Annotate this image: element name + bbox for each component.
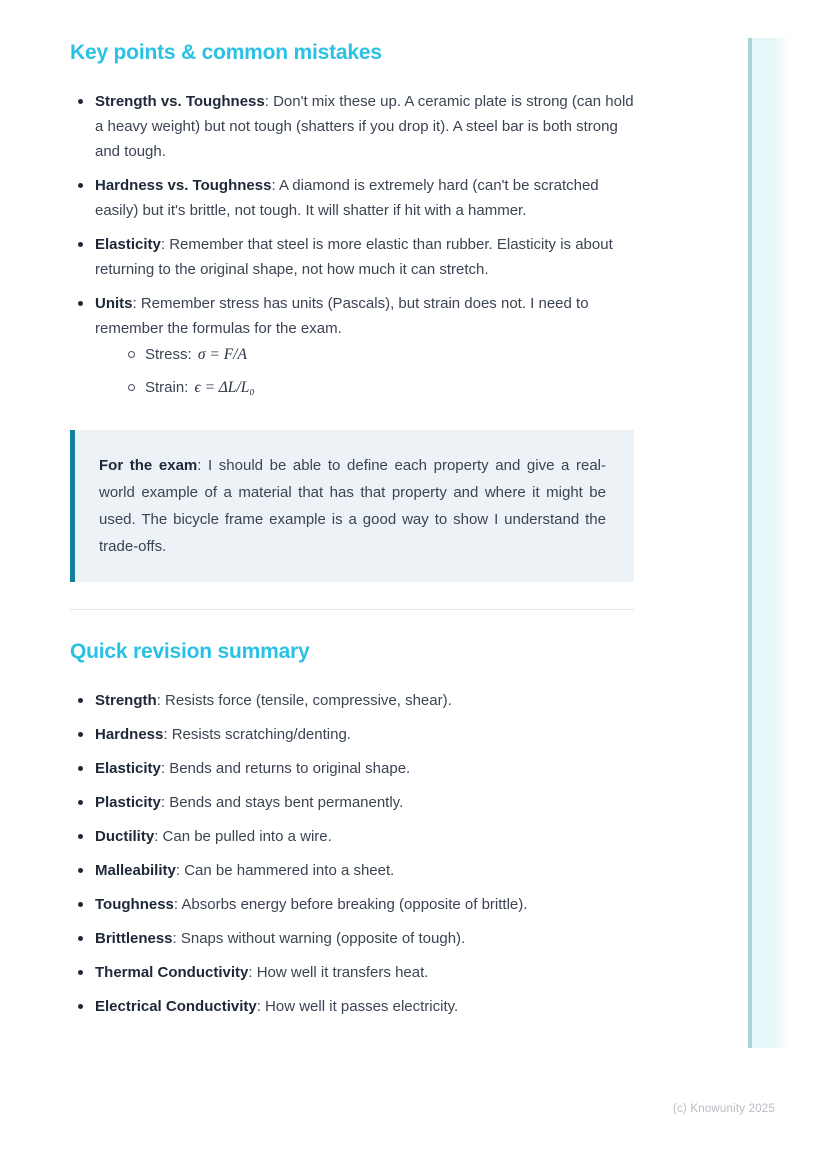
list-item (70, 232, 634, 282)
list-item-term: Thermal Conductivity (95, 964, 249, 981)
list-item (70, 722, 634, 747)
list-item (70, 892, 634, 917)
list-item-term: Hardness vs. Toughness (95, 177, 272, 194)
document-page (70, 40, 634, 1028)
section-key-points (70, 40, 634, 582)
list-item-text: : Bends and stays bent permanently. (160, 794, 404, 811)
list-item-text: : Remember stress has units (Pascals), but strain does not. I need to remember the formulas for the exam. (95, 295, 589, 337)
list-item (70, 173, 634, 223)
bullet-icon (70, 994, 95, 1019)
list-item-term: Units (95, 295, 133, 312)
list-item-term: Strength vs. Toughness (95, 93, 265, 110)
list-item-text: : Resists force (tensile, compressive, shear). (156, 692, 452, 709)
bullet-icon (70, 790, 95, 815)
list-item-text: : How well it transfers heat. (248, 964, 429, 981)
list-item-term: Toughness (95, 896, 174, 913)
list-item (70, 960, 634, 985)
section-divider (70, 609, 634, 610)
formula-item-strain (120, 375, 634, 400)
bullet-icon (70, 892, 95, 917)
list-item-term: Brittleness (95, 930, 173, 947)
section-heading-quick-revision: Quick revision summary (70, 640, 310, 663)
list-item-text: : Snaps without warning (opposite of tough). (172, 930, 466, 947)
exam-callout-text (99, 452, 606, 560)
formula-label: Strain: (145, 379, 189, 396)
formula-label: Stress: (145, 346, 192, 363)
bullet-icon (70, 960, 95, 985)
list-item-text: : Absorbs energy before breaking (opposite of brittle). (173, 896, 528, 913)
list-item (70, 994, 634, 1019)
stress-formula: σ = F/A (197, 346, 247, 363)
list-item-term: Ductility (95, 828, 155, 845)
list-item (70, 89, 634, 164)
list-item-text: : Don't mix these up. A ceramic plate is strong (can hold a heavy weight) but not tough (shatters if you drop it). A steel bar is both strong and tough. (95, 93, 634, 160)
list-item (70, 756, 634, 781)
page-edge-accent (748, 38, 790, 1048)
list-item (70, 858, 634, 883)
formula-list (120, 342, 634, 400)
bullet-icon (70, 173, 95, 223)
section-quick-revision (70, 639, 634, 1019)
summary-list (70, 688, 634, 1019)
formula-item-stress (120, 342, 634, 367)
list-item (70, 824, 634, 849)
bullet-icon (70, 89, 95, 164)
callout-term: For the exam (99, 457, 198, 474)
section-heading-key-points: Key points & common mistakes (70, 41, 382, 64)
circle-bullet-icon (120, 375, 145, 400)
list-item-term: Hardness (95, 726, 164, 743)
bullet-icon (70, 232, 95, 282)
list-item-term: Electrical Conductivity (95, 998, 257, 1015)
bullet-icon (70, 291, 95, 408)
list-item-text: : Resists scratching/denting. (163, 726, 351, 743)
list-item-text: : How well it passes electricity. (256, 998, 459, 1015)
list-item-text: : Can be pulled into a wire. (154, 828, 332, 845)
list-item (70, 291, 634, 408)
list-item-term: Plasticity (95, 794, 161, 811)
bullet-icon (70, 688, 95, 713)
list-item-term: Malleability (95, 862, 176, 879)
exam-callout (70, 430, 634, 582)
list-item-text: : Remember that steel is more elastic than rubber. Elasticity is about returning to the original shape, not how much it can stretch. (95, 236, 613, 278)
list-item-text: : Bends and returns to original shape. (160, 760, 411, 777)
list-item-term: Strength (95, 692, 157, 709)
bullet-icon (70, 722, 95, 747)
bullet-icon (70, 926, 95, 951)
list-item (70, 790, 634, 815)
bullet-icon (70, 858, 95, 883)
footer-copyright: (c) Knowunity 2025 (672, 1103, 775, 1115)
list-item-term: Elasticity (95, 760, 161, 777)
list-item-term: Elasticity (95, 236, 161, 253)
list-item-text: : Can be hammered into a sheet. (175, 862, 395, 879)
bullet-icon (70, 824, 95, 849)
list-item (70, 688, 634, 713)
bullet-icon (70, 756, 95, 781)
callout-body: : I should be able to define each property and give a real-world example of a material that has that property and where it might be used. The bicycle frame example is a good way to show I understand the trade-offs. (99, 457, 606, 555)
circle-bullet-icon (120, 342, 145, 367)
strain-formula: ϵ = ΔL/L₀ (194, 379, 255, 396)
list-item-text: : A diamond is extremely hard (can't be scratched easily) but it's brittle, not tough. It will shatter if hit with a hammer. (95, 177, 599, 219)
key-points-list (70, 89, 634, 408)
list-item (70, 926, 634, 951)
